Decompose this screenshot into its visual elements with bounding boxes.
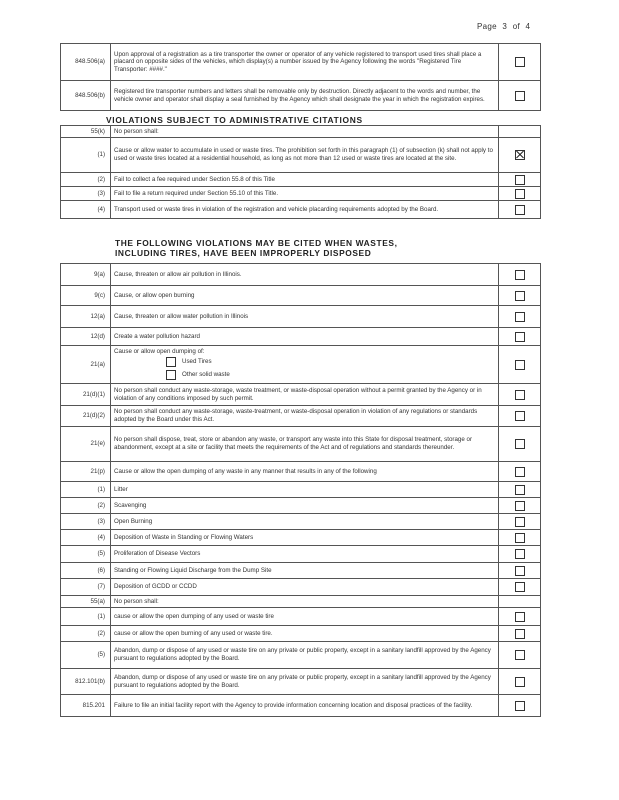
violation-description: Cause or allow water to accumulate in used or waste tires. The prohibition set forth in this paragraph (1) of subsection (k) shall not apply to used or waste tires located at a residential household, as long as not more than 12 used or waste tires are located at the site.: [111, 138, 499, 173]
violation-checkbox[interactable]: [515, 566, 525, 576]
violation-checkbox[interactable]: [515, 205, 525, 215]
table-row: [61, 286, 541, 306]
violation-checkbox[interactable]: [515, 360, 525, 370]
section-number: (5): [61, 546, 111, 563]
violation-description: Cause, threaten or allow air pollution in Illinois.: [111, 264, 499, 286]
violation-description: Transport used or waste tires in violation of the registration and vehicle placarding requirements adopted by the Board.: [111, 201, 499, 219]
section-number: 21(d)(1): [61, 384, 111, 406]
section-number: (1): [61, 138, 111, 173]
table-row: [61, 173, 541, 187]
violation-description: No person shall dispose, treat, store or abandon any waste, or transport any waste into this State for disposal treatment, storage or abandonment, except at a site or facility that meets the requirements of the Act and of regulations and standards thereunder.: [111, 427, 499, 462]
section-number: 815.201: [61, 695, 111, 717]
checkbox-cell: [499, 187, 541, 201]
violation-description: Cause, or allow open burning: [111, 286, 499, 306]
table-row: [61, 384, 541, 406]
table-row: [61, 462, 541, 482]
checkbox-cell: [499, 579, 541, 596]
table-row: [61, 530, 541, 546]
tire-transporter-table: [60, 43, 541, 111]
table-row: [61, 187, 541, 201]
section-number: 848.506(a): [61, 44, 111, 81]
violation-description: Scavenging: [111, 498, 499, 514]
violation-checkbox[interactable]: [515, 332, 525, 342]
section-number: 12(a): [61, 306, 111, 328]
violation-checkbox[interactable]: [515, 91, 525, 101]
violation-checkbox[interactable]: [515, 411, 525, 421]
waste-heading-line1: THE FOLLOWING VIOLATIONS MAY BE CITED WHEN WASTES,: [115, 238, 398, 248]
page-of-label: of: [512, 22, 520, 31]
section-number: (2): [61, 626, 111, 642]
table-row: [61, 642, 541, 669]
option-label: Other solid waste: [182, 371, 230, 379]
violation-description: Upon approval of a registration as a tire transporter the owner or operator of any vehicle registered to transport used tires shall place a placard on opposite sides of the vehicles, which display(s) a number issued by the Agency following the words "Registered Tire Transporter: ####.": [111, 44, 499, 81]
table-row: [61, 669, 541, 695]
checkbox-cell: [499, 286, 541, 306]
violation-description: Deposition of GCDD or CCDD: [111, 579, 499, 596]
table-row: [61, 138, 541, 173]
option-checkbox[interactable]: [166, 357, 176, 367]
violation-checkbox[interactable]: [515, 312, 525, 322]
checkbox-cell: [499, 546, 541, 563]
checkbox-cell: [499, 126, 541, 138]
violation-description: Abandon, dump or dispose of any used or waste tire on any private or public property, except in a sanitary landfill approved by the Agency pursuant to regulations adopted by the Board.: [111, 642, 499, 669]
violation-checkbox[interactable]: [515, 270, 525, 280]
violation-description: No person shall conduct any waste-storage, waste treatment, or waste-disposal operation without a permit granted by the Agency or in violation of any conditions imposed by such permit.: [111, 384, 499, 406]
section-number: (1): [61, 608, 111, 626]
violation-checkbox[interactable]: [515, 517, 525, 527]
violation-checkbox[interactable]: [515, 612, 525, 622]
violation-description: No person shall:: [111, 596, 499, 608]
violation-description: Cause, threaten or allow water pollution in Illinois: [111, 306, 499, 328]
dumping-option[interactable]: [166, 356, 495, 368]
checkbox-cell: [499, 406, 541, 427]
violation-checkbox[interactable]: [515, 291, 525, 301]
table-row: [61, 579, 541, 596]
section-number: 9(c): [61, 286, 111, 306]
checkbox-cell: [499, 306, 541, 328]
violation-description: Fail to file a return required under Section 55.10 of this Title.: [111, 187, 499, 201]
section-number: 55(a): [61, 596, 111, 608]
violation-description: Fail to collect a fee required under Section 55.8 of this Title: [111, 173, 499, 187]
table-row: [61, 328, 541, 346]
section-number: 12(d): [61, 328, 111, 346]
section-number: 848.506(b): [61, 81, 111, 111]
open-dumping-label: Cause or allow open dumping of:: [114, 347, 205, 355]
violation-checkbox[interactable]: [515, 150, 525, 160]
violation-description: No person shall:: [111, 126, 499, 138]
violation-description: Standing or Flowing Liquid Discharge from the Dump Site: [111, 563, 499, 579]
violation-checkbox[interactable]: [515, 650, 525, 660]
violation-description: Open Burning: [111, 514, 499, 530]
table-row: [61, 695, 541, 717]
admin-citations-table: [60, 125, 541, 219]
checkbox-cell: [499, 264, 541, 286]
checkbox-cell: [499, 482, 541, 498]
checkbox-cell: [499, 427, 541, 462]
violation-description: Litter: [111, 482, 499, 498]
section-number: 812.101(b): [61, 669, 111, 695]
violation-description: No person shall conduct any waste-storage, waste-treatment, or waste-disposal operation in violation of any regulations or standards adopted by the Board under this Act.: [111, 406, 499, 427]
waste-violations-heading: [115, 238, 398, 258]
waste-heading-line2: INCLUDING TIRES, HAVE BEEN IMPROPERLY DISPOSED: [115, 248, 372, 258]
violation-checkbox[interactable]: [515, 175, 525, 185]
violation-description: cause or allow the open burning of any used or waste tire.: [111, 626, 499, 642]
table-row: [61, 482, 541, 498]
checkbox-cell: [499, 514, 541, 530]
section-number: (2): [61, 173, 111, 187]
violation-description: Cause or allow the open dumping of any waste in any manner that results in any of the following: [111, 462, 499, 482]
checkbox-cell: [499, 498, 541, 514]
table-row: [61, 44, 541, 81]
section-number: (3): [61, 514, 111, 530]
table-row: [61, 126, 541, 138]
page-number: [477, 22, 533, 31]
section-number: 9(a): [61, 264, 111, 286]
table-row: [61, 346, 541, 384]
violation-checkbox[interactable]: [515, 629, 525, 639]
violation-checkbox[interactable]: [515, 582, 525, 592]
violation-description: Proliferation of Disease Vectors: [111, 546, 499, 563]
section-number: 21(a): [61, 346, 111, 384]
checkbox-cell: [499, 608, 541, 626]
checkbox-cell: [499, 328, 541, 346]
section-number: (4): [61, 530, 111, 546]
section-number: (2): [61, 498, 111, 514]
dumping-option[interactable]: [166, 369, 495, 381]
violation-description: Failure to file an initial facility report with the Agency to provide information concerning location and disposal practices of the facility.: [111, 695, 499, 717]
section-number: 55(k): [61, 126, 111, 138]
section-number: (3): [61, 187, 111, 201]
waste-violations-table: [60, 263, 541, 717]
violation-description: Create a water pollution hazard: [111, 328, 499, 346]
table-row: [61, 608, 541, 626]
violation-description: [111, 346, 499, 384]
table-row: [61, 596, 541, 608]
admin-citations-heading: VIOLATIONS SUBJECT TO ADMINISTRATIVE CITATIONS: [106, 115, 363, 125]
page-total: 4: [525, 22, 531, 31]
option-label: Used Tires: [182, 358, 212, 366]
violation-checkbox[interactable]: [515, 189, 525, 199]
table-row: [61, 81, 541, 111]
checkbox-cell: [499, 44, 541, 81]
checkbox-cell: [499, 695, 541, 717]
violation-description: cause or allow the open dumping of any used or waste tire: [111, 608, 499, 626]
table-row: [61, 306, 541, 328]
checkbox-cell: [499, 173, 541, 187]
table-row: [61, 264, 541, 286]
page-label: Page: [477, 22, 497, 31]
checkbox-cell: [499, 201, 541, 219]
section-number: (5): [61, 642, 111, 669]
section-number: (7): [61, 579, 111, 596]
table-row: [61, 201, 541, 219]
table-row: [61, 427, 541, 462]
checkbox-cell: [499, 530, 541, 546]
violation-checkbox[interactable]: [515, 549, 525, 559]
checkbox-cell: [499, 626, 541, 642]
table-row: [61, 406, 541, 427]
violation-checkbox[interactable]: [515, 533, 525, 543]
section-number: 21(d)(2): [61, 406, 111, 427]
violation-checkbox[interactable]: [515, 439, 525, 449]
section-number: 21(p): [61, 462, 111, 482]
checkbox-cell: [499, 462, 541, 482]
table-row: [61, 514, 541, 530]
table-row: [61, 563, 541, 579]
violation-checkbox[interactable]: [515, 485, 525, 495]
violation-checkbox[interactable]: [515, 57, 525, 67]
section-number: (6): [61, 563, 111, 579]
section-number: (4): [61, 201, 111, 219]
violation-checkbox[interactable]: [515, 677, 525, 687]
section-number: 21(e): [61, 427, 111, 462]
checkbox-cell: [499, 138, 541, 173]
violation-checkbox[interactable]: [515, 501, 525, 511]
table-row: [61, 498, 541, 514]
violation-description: Registered tire transporter numbers and letters shall be removable only by destruction. Directly adjacent to the words and number, the vehicle owner and operator shall display a seal furnished by the Agency which shall designate the year in which the registration expires.: [111, 81, 499, 111]
checkbox-cell: [499, 596, 541, 608]
section-number: (1): [61, 482, 111, 498]
checkbox-cell: [499, 81, 541, 111]
checkbox-cell: [499, 346, 541, 384]
violation-checkbox[interactable]: [515, 390, 525, 400]
checkbox-cell: [499, 563, 541, 579]
violation-checkbox[interactable]: [515, 701, 525, 711]
violation-description: Deposition of Waste in Standing or Flowing Waters: [111, 530, 499, 546]
option-checkbox[interactable]: [166, 370, 176, 380]
table-row: [61, 626, 541, 642]
checkbox-cell: [499, 642, 541, 669]
checkbox-cell: [499, 384, 541, 406]
violation-description: Abandon, dump or dispose of any used or waste tire on any private or public property, except in a sanitary landfill approved by the Agency pursuant to regulations adopted by the Board.: [111, 669, 499, 695]
checkbox-cell: [499, 669, 541, 695]
violation-checkbox[interactable]: [515, 467, 525, 477]
page-current: 3: [502, 22, 508, 31]
table-row: [61, 546, 541, 563]
